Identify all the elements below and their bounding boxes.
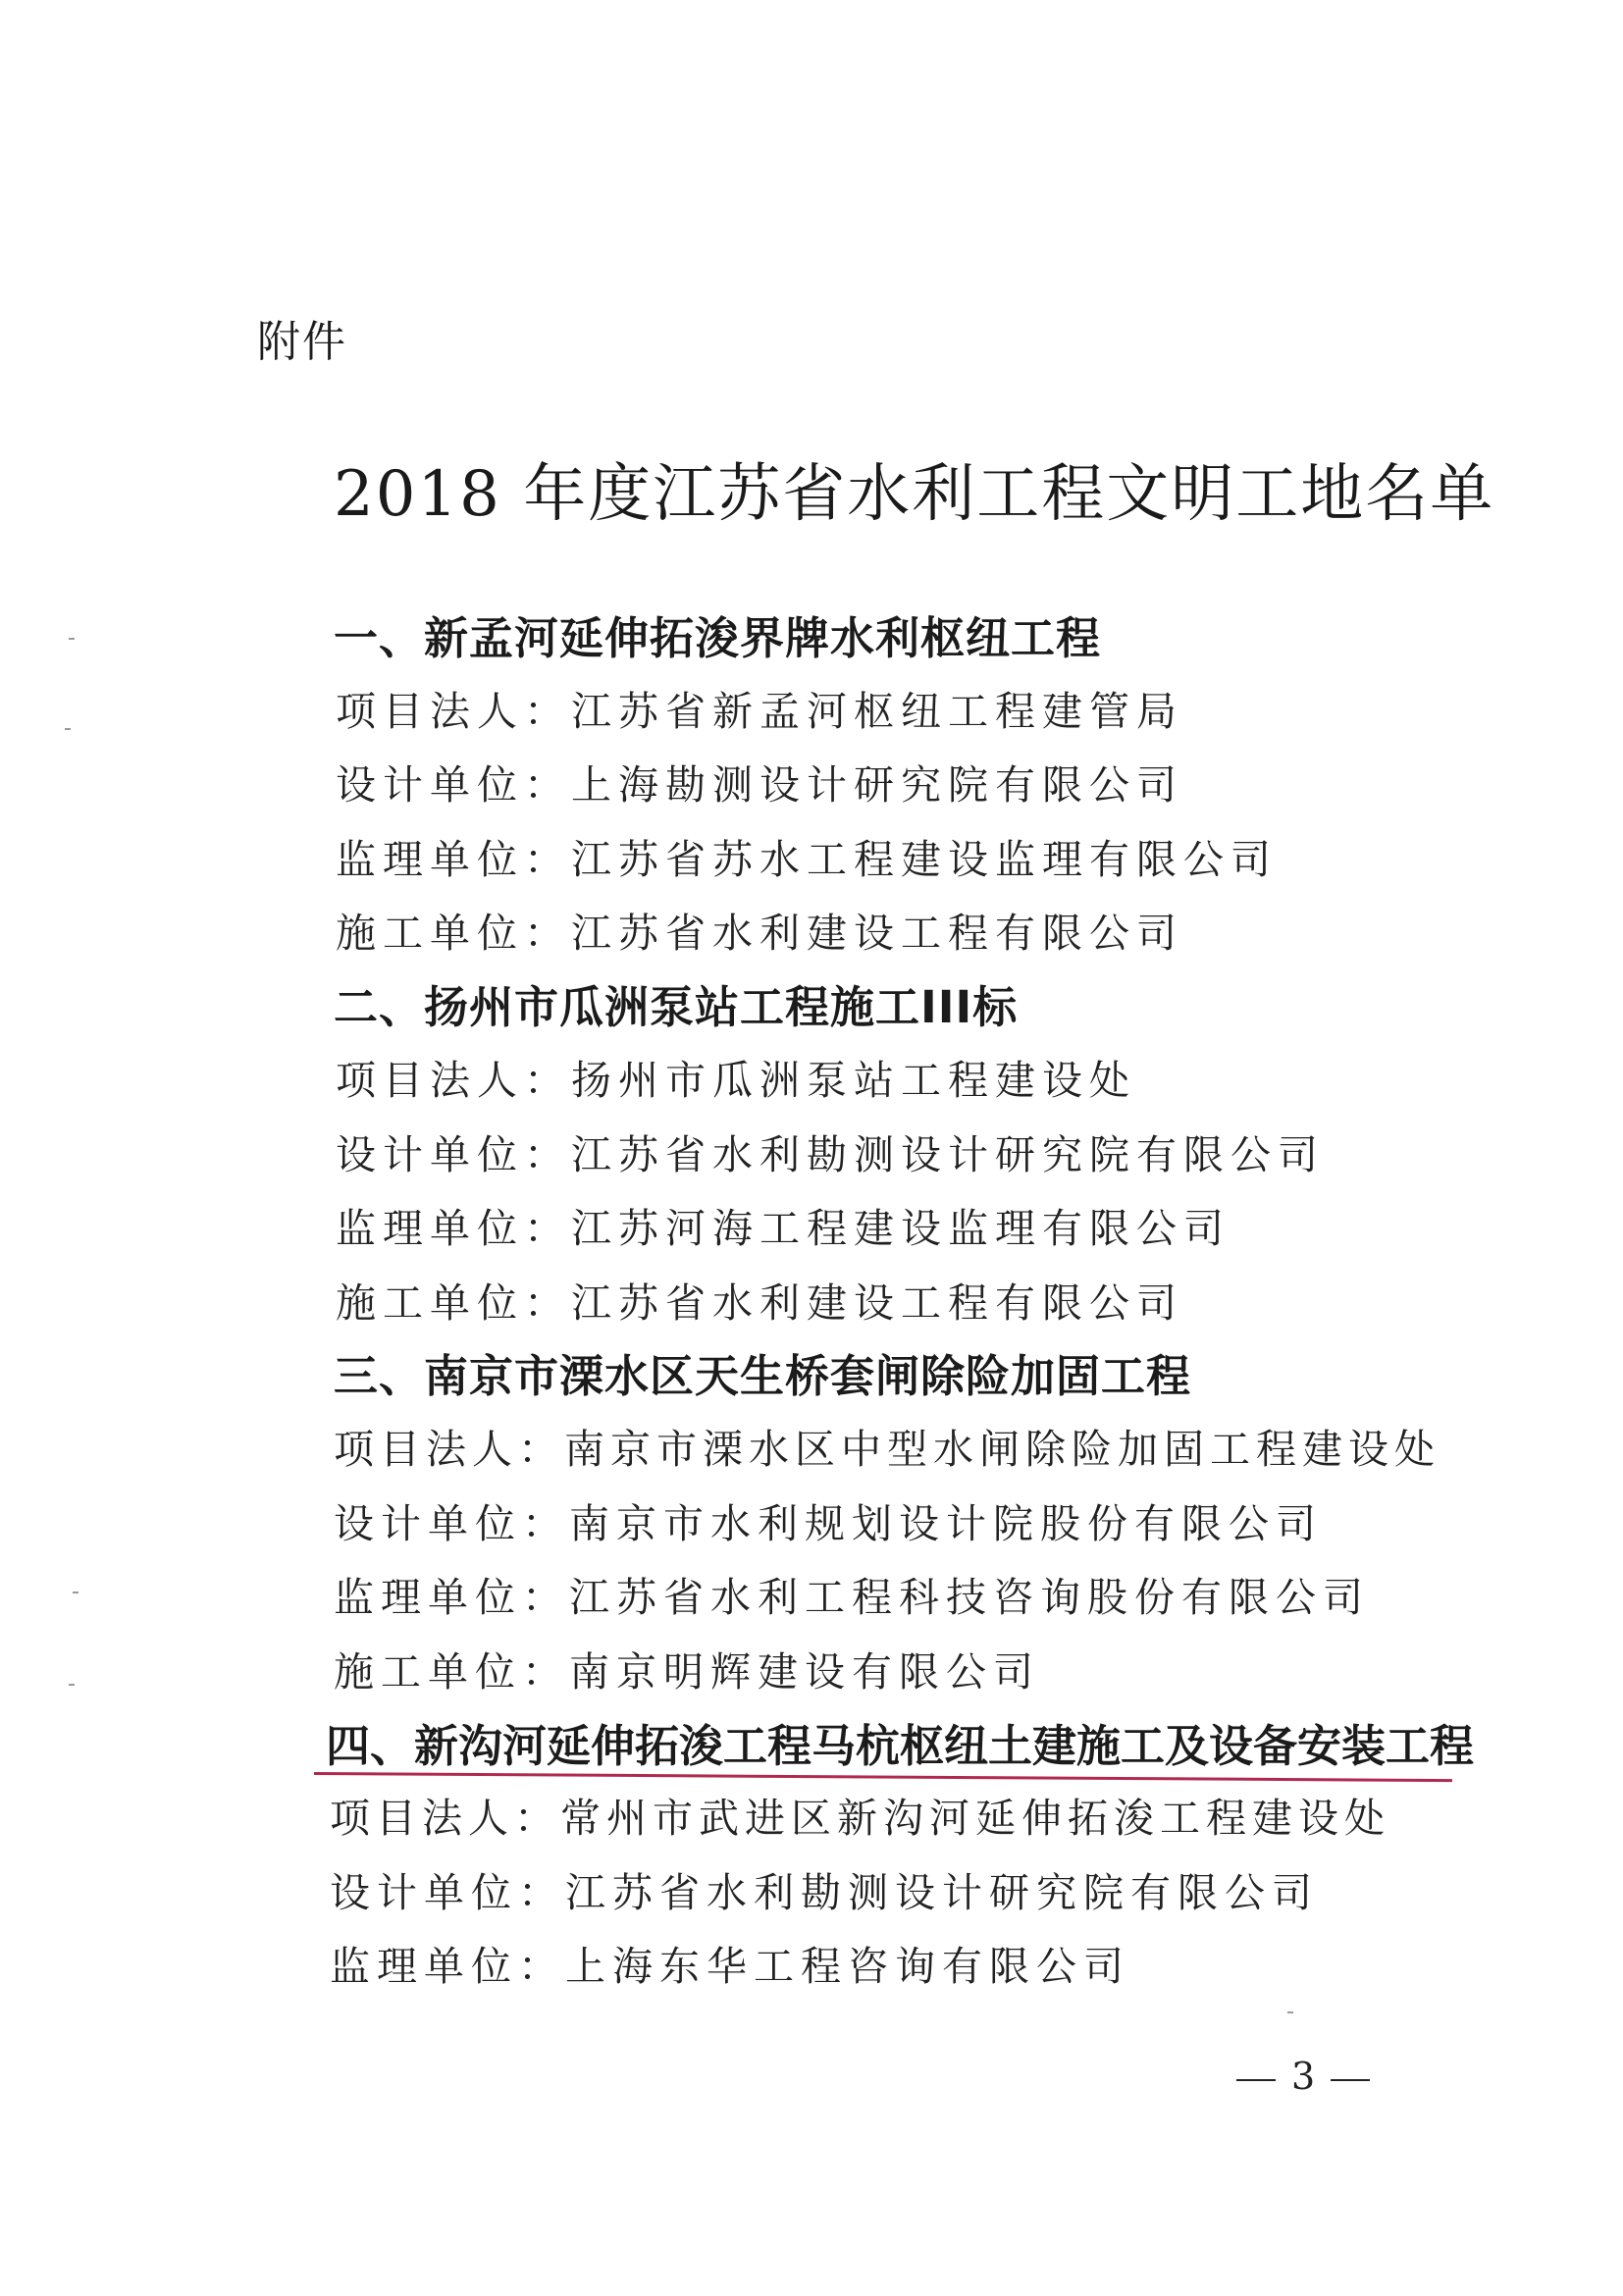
design-unit-line: 设计单位：上海勘测设计研究院有限公司 xyxy=(336,761,1183,809)
scan-speck xyxy=(73,1592,79,1593)
attachment-label: 附件 xyxy=(257,317,347,367)
scan-speck xyxy=(69,638,75,640)
construction-unit-line: 施工单位：江苏省水利建设工程有限公司 xyxy=(336,910,1183,957)
construction-unit-line: 施工单位：江苏省水利建设工程有限公司 xyxy=(336,1279,1183,1327)
section-heading-1: 一、新孟河延伸拓浚界牌水利枢纽工程 xyxy=(334,612,1102,664)
construction-unit-line: 施工单位：南京明辉建设有限公司 xyxy=(334,1648,1040,1696)
page-number xyxy=(1221,2055,1386,2098)
supervision-unit-line: 监理单位：上海东华工程咨询有限公司 xyxy=(330,1943,1130,1990)
section-heading-3: 三、南京市溧水区天生桥套闸除险加固工程 xyxy=(334,1350,1192,1402)
dash-left xyxy=(1236,2079,1276,2081)
scan-speck xyxy=(65,728,71,730)
supervision-unit-line: 监理单位：江苏省苏水工程建设监理有限公司 xyxy=(336,836,1278,883)
design-unit-line: 设计单位：江苏省水利勘测设计研究院有限公司 xyxy=(336,1131,1325,1178)
document-title: 2018 年度江苏省水利工程文明工地名单 xyxy=(334,458,1495,531)
design-unit-line: 设计单位：南京市水利规划设计院股份有限公司 xyxy=(334,1500,1323,1547)
dash-right xyxy=(1331,2079,1370,2081)
project-owner-line: 项目法人：南京市溧水区中型水闸除险加固工程建设处 xyxy=(334,1426,1440,1473)
supervision-unit-line: 监理单位：江苏河海工程建设监理有限公司 xyxy=(336,1205,1230,1252)
section-heading-2: 二、扬州市瓜洲泵站工程施工III标 xyxy=(334,981,1019,1033)
page-number-value: 3 xyxy=(1291,2055,1316,2098)
scan-speck xyxy=(1287,2011,1293,2013)
project-owner-line: 项目法人：扬州市瓜洲泵站工程建设处 xyxy=(336,1057,1136,1104)
project-owner-line: 项目法人：常州市武进区新沟河延伸拓浚工程建设处 xyxy=(330,1795,1390,1842)
project-owner-line: 项目法人：江苏省新孟河枢纽工程建管局 xyxy=(336,688,1183,735)
scan-speck xyxy=(69,1684,75,1686)
section-heading-4: 四、新沟河延伸拓浚工程马杭枢纽土建施工及设备安装工程 xyxy=(326,1720,1475,1772)
supervision-unit-line: 监理单位：江苏省水利工程科技咨询股份有限公司 xyxy=(334,1574,1370,1621)
design-unit-line: 设计单位：江苏省水利勘测设计研究院有限公司 xyxy=(330,1869,1319,1916)
